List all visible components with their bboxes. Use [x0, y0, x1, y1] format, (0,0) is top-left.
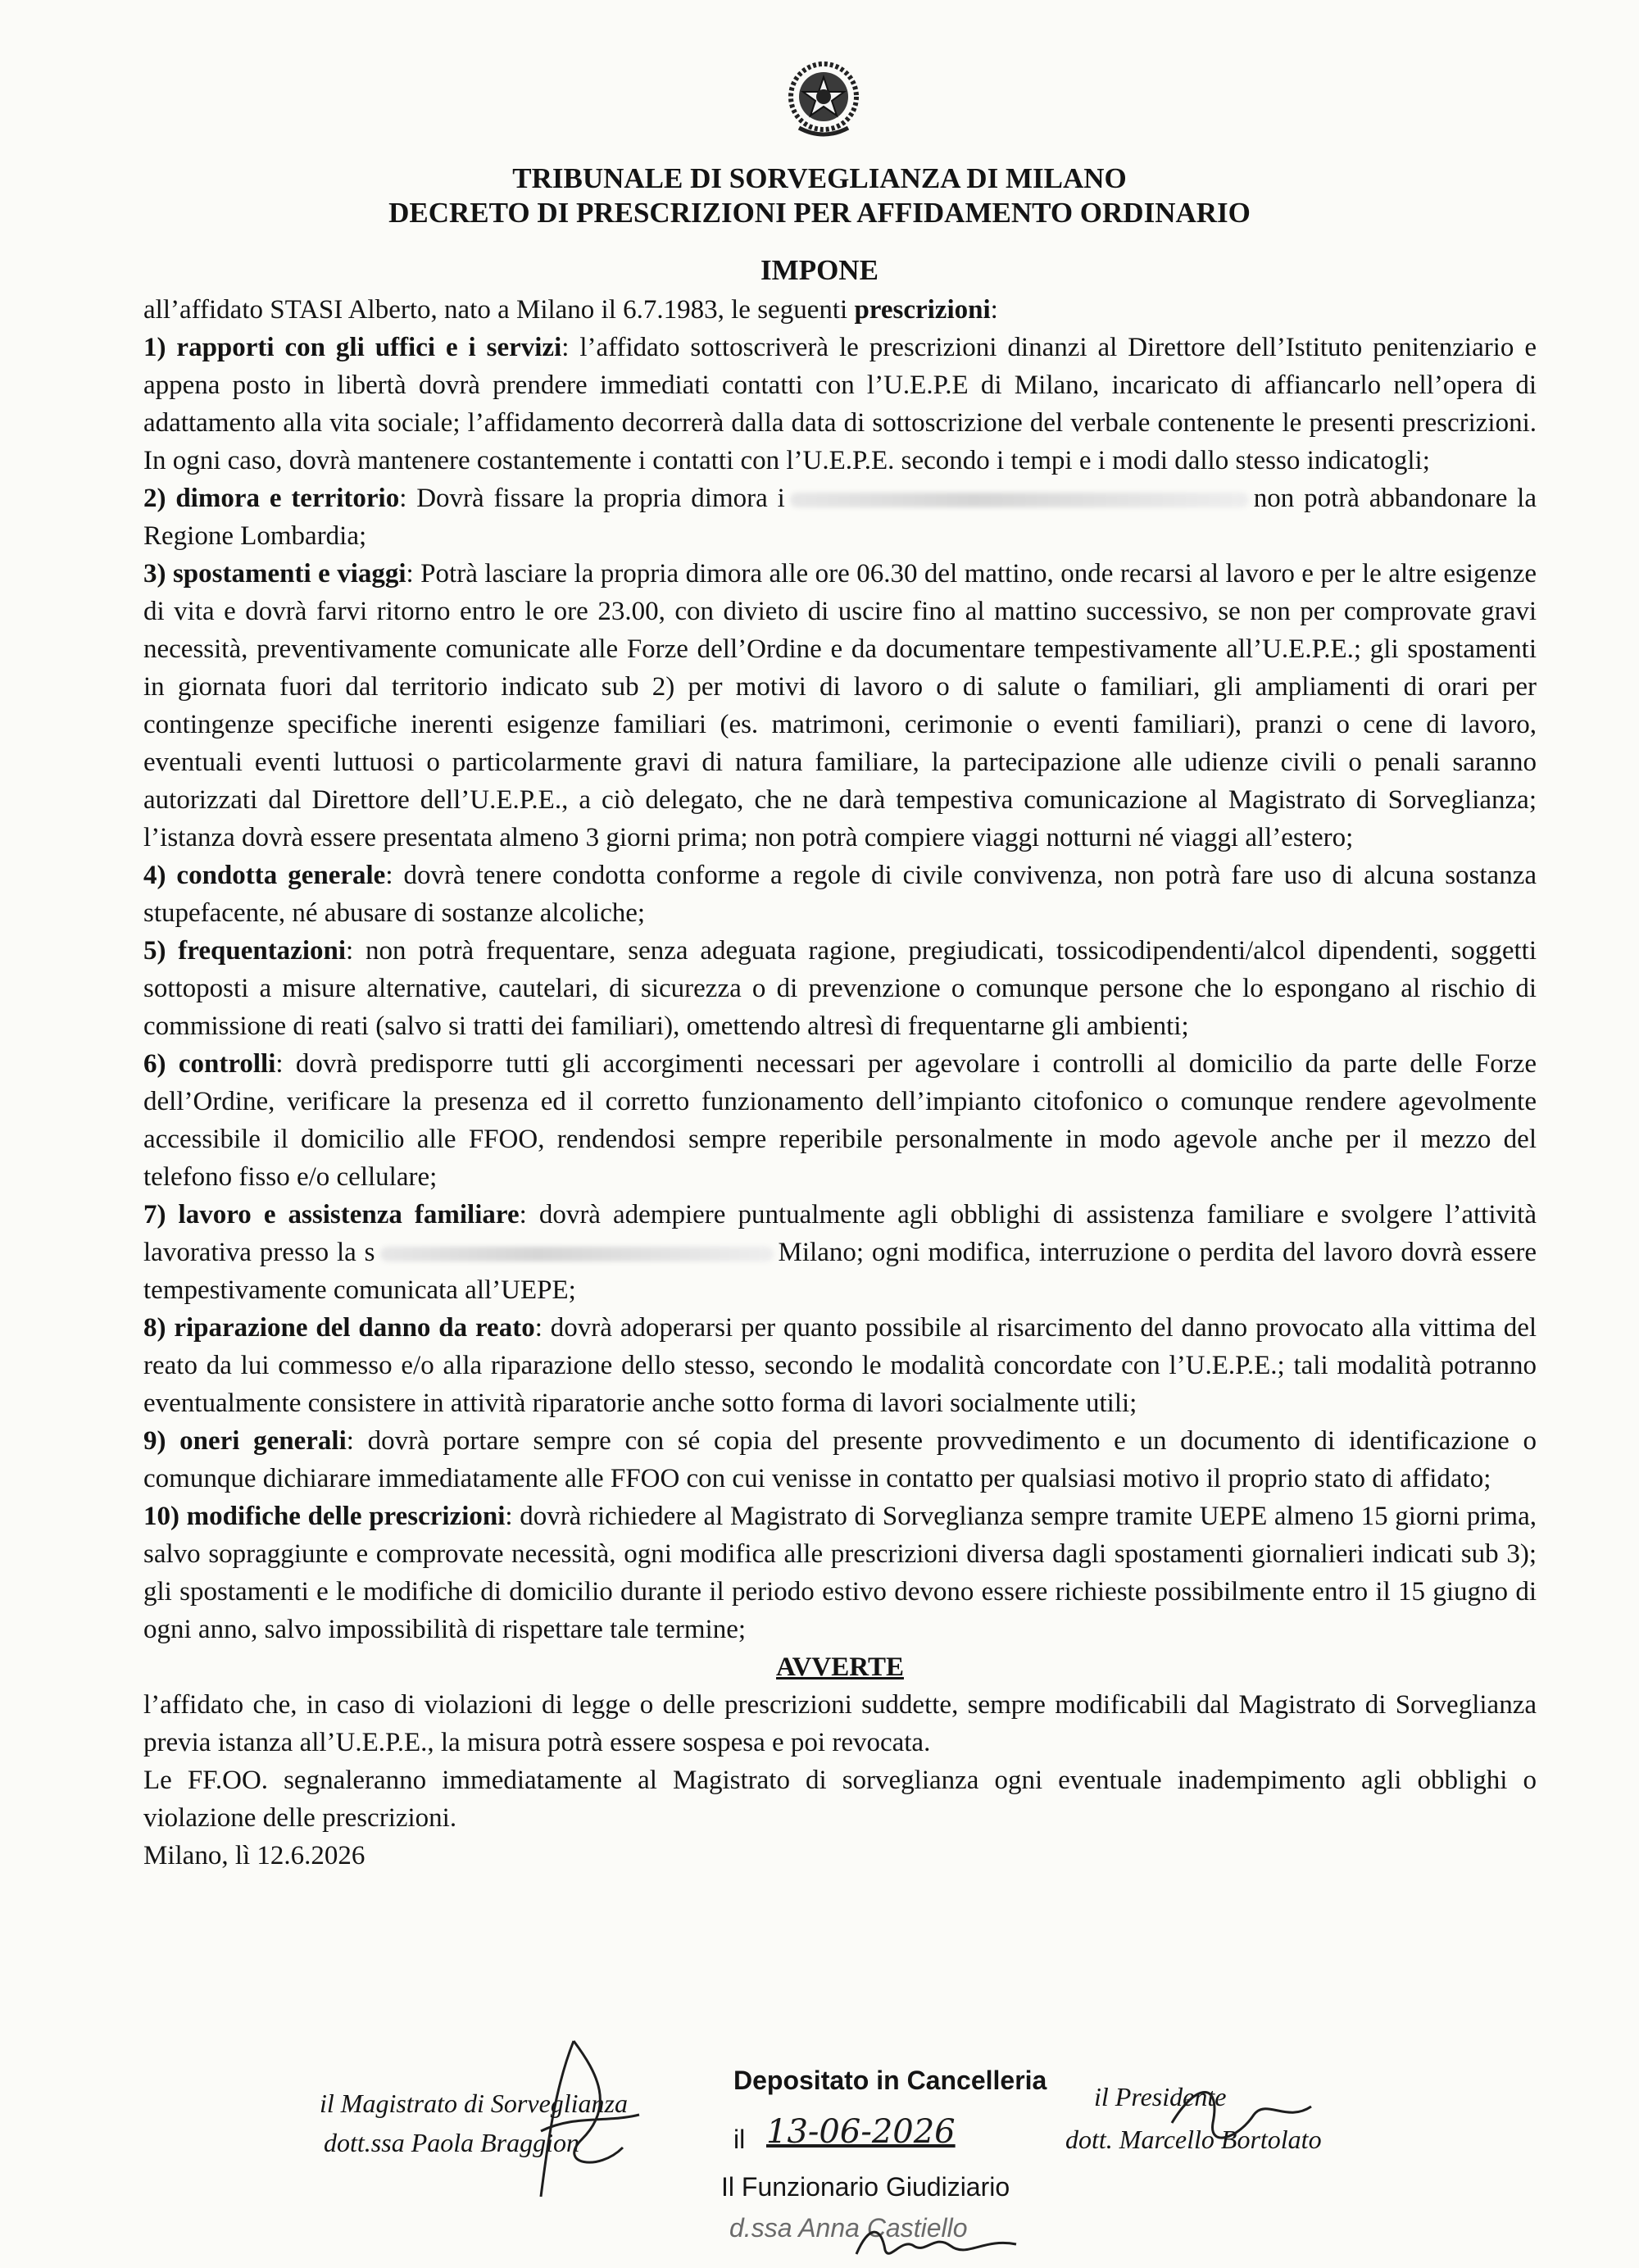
- presidente-name: dott. Marcello Bortolato: [1065, 2125, 1322, 2154]
- funzionario-name: d.ssa Anna Castiello: [729, 2213, 968, 2243]
- court-title: TRIBUNALE DI SORVEGLIANZA DI MILANO: [512, 162, 1127, 194]
- avverte-paragraph: l’affidato che, in caso di violazioni di legge o delle prescrizioni suddette, sempre modificabili dal Magistrato di Sorveglianza previa istanza all’U.E.P.E., la misura potrà essere sospesa e poi revocata.: [143, 1690, 1537, 1757]
- prescription-item: 5) frequentazioni: non potrà frequentare, senza adeguata ragione, pregiudicati, tossicodipendenti/alcol dipendenti, soggetti sottoposti a misure alternative, cautelari, di sicurezza o di prevenzione o comunque persone che lo espongano al rischio di commissione di reati (salvo si tratti dei familiari), omettendo altresì di frequentarne gli ambienti;: [143, 936, 1537, 1041]
- intro-paragraph: all’affidato STASI Alberto, nato a Milano il 6.7.1983, le seguenti prescrizioni:: [143, 295, 998, 325]
- place-date: Milano, lì 12.6.2026: [143, 1841, 365, 1870]
- prescription-title: 10) modifiche delle prescrizioni: [143, 1502, 506, 1531]
- prescription-item: 7) lavoro e assistenza familiare: dovrà adempiere puntualmente agli obblighi di assistenza familiare e svolgere l’attività lavorativa presso la s Milano; ogni modifica, interruzione o perdita del lavoro dovrà essere tempestivamente comunicata all’UEPE;: [143, 1200, 1537, 1305]
- prescription-title: 6) controlli: [143, 1049, 276, 1079]
- prescription-item: 8) riparazione del danno da reato: dovrà adoperarsi per quanto possibile al risarcimento del danno provocato alla vittima del reato da lui commesso e/o alla riparazione dello stesso, secondo le modalità concordate con l’U.E.P.E.; tali modalità potranno eventualmente consistere in attività riparatorie anche sotto forma di lavori socialmente utili;: [143, 1313, 1537, 1418]
- deposit-date-handwritten: 13-06-2026: [766, 2113, 956, 2151]
- magistrato-name: dott.ssa Paola Braggion: [324, 2128, 580, 2157]
- prescription-title: 8) riparazione del danno da reato: [143, 1313, 535, 1343]
- redaction-blur: [380, 1247, 774, 1261]
- presidente-role: il Presidente: [1094, 2082, 1227, 2111]
- prescription-title: 9) oneri generali: [143, 1426, 347, 1456]
- magistrato-role: il Magistrato di Sorveglianza: [320, 2088, 628, 2118]
- redaction-blur: [790, 493, 1249, 507]
- prescription-title: 1) rapporti con gli uffici e i servizi: [143, 333, 562, 362]
- ffoo-paragraph: Le FF.OO. segnaleranno immediatamente al Magistrato di sorveglianza ogni eventuale inadempimento agli obblighi o violazione delle prescrizioni.: [143, 1766, 1537, 1833]
- avverte-heading: AVVERTE: [776, 1652, 904, 1682]
- prescription-item: 2) dimora e territorio: Dovrà fissare la propria dimora i non potrà abbandonare la Regione Lombardia;: [143, 484, 1537, 551]
- impone-heading: IMPONE: [760, 254, 879, 286]
- deposit-stamp-title: Depositato in Cancelleria: [733, 2066, 1047, 2095]
- prescription-title: 4) condotta generale: [143, 861, 386, 890]
- magistrato-signature: [524, 2033, 656, 2213]
- funzionario-title: Il Funzionario Giudiziario: [721, 2172, 1010, 2202]
- prescription-item: 6) controlli: dovrà predisporre tutti gli accorgimenti necessari per agevolare i controlli al domicilio da parte delle Forze dell’Ordine, verificare la presenza ed il corretto funzionamento dell’impianto citofonico o comunque rendere agevolmente accessibile il domicilio alle FFOO, rendendosi sempre reperibile personalmente in modo agevole anche per il mezzo del telefono fisso e/o cellulare;: [143, 1049, 1537, 1192]
- prescription-title: 5) frequentazioni: [143, 936, 347, 966]
- republic-emblem-icon: [783, 56, 865, 146]
- prescription-item: 1) rapporti con gli uffici e i servizi: l’affidato sottoscriverà le prescrizioni dinanzi al Direttore dell’Istituto penitenziario e appena posto in libertà dovrà prendere immediati contatti con l’U.E.P.E di Milano, incaricato di affiancarlo nell’opera di adattamento alla vita sociale; l’affidamento decorrerà dalla data di sottoscrizione del verbale contenente le presenti prescrizioni. In ogni caso, dovrà mantenere costantemente i contatti con l’U.E.P.E. secondo i tempi e i modi dallo stesso indicatogli;: [143, 333, 1537, 475]
- prescription-item: 3) spostamenti e viaggi: Potrà lasciare la propria dimora alle ore 06.30 del mattino, onde recarsi al lavoro e per le altre esigenze di vita e dovrà farvi ritorno entro le ore 23.00, con divieto di uscire fino al mattino successivo, se non per comprovate gravi necessità, preventivamente comunicate alle Forze dell’Ordine e da documentare tempestivamente all’U.E.P.E.; gli spostamenti in giornata fuori dal territorio indicato sub 2) per motivi di lavoro o di salute o familiari, gli ampliamenti di orari per contingenze specifiche inerenti esigenze familiari (es. matrimoni, cerimonie o eventi familiari), pranzi o cene di lavoro, eventuali eventi luttuosi o particolarmente gravi di natura familiare, la partecipazione alle udienze civili o penali saranno autorizzati dal Direttore dell’U.E.P.E., a ciò delegato, che ne darà tempestiva comunicazione al Magistrato di Sorveglianza; l’istanza dovrà essere presentata almeno 3 giorni prima; non potrà compiere viaggi notturni né viaggi all’estero;: [143, 559, 1537, 852]
- prescription-title: 7) lavoro e assistenza familiare: [143, 1200, 520, 1229]
- presidente-signature: [1164, 2074, 1328, 2164]
- decree-title: DECRETO DI PRESCRIZIONI PER AFFIDAMENTO ORDINARIO: [388, 197, 1251, 229]
- document-body: [143, 291, 1537, 1875]
- prescription-item: 10) modifiche delle prescrizioni: dovrà richiedere al Magistrato di Sorveglianza sempre tramite UEPE almeno 15 giorni prima, salvo sopraggiunte e comprovate necessità, ogni modifica alle prescrizioni diversa dagli spostamenti giornalieri indicati sub 3); gli spostamenti e le modifiche di domicilio durante il periodo estivo devono essere richieste possibilmente entro il 15 giugno di ogni anno, salvo impossibilità di rispettare tale termine;: [143, 1502, 1537, 1644]
- prescription-item: 9) oneri generali: dovrà portare sempre con sé copia del presente provvedimento e un documento di identificazione o comunque dichiarare immediatamente alle FFOO con cui venisse in contatto per qualsiasi motivo il proprio stato di affidato;: [143, 1426, 1537, 1493]
- prescription-title: 3) spostamenti e viaggi: [143, 559, 406, 589]
- prescription-title: 2) dimora e territorio: [143, 484, 400, 513]
- funzionario-signature: [852, 2221, 1033, 2266]
- prescription-item: 4) condotta generale: dovrà tenere condotta conforme a regole di civile convivenza, non potrà fare uso di alcuna sostanza stupefacente, né abusare di sostanze alcoliche;: [143, 861, 1537, 928]
- deposit-stamp-il: il: [733, 2125, 746, 2154]
